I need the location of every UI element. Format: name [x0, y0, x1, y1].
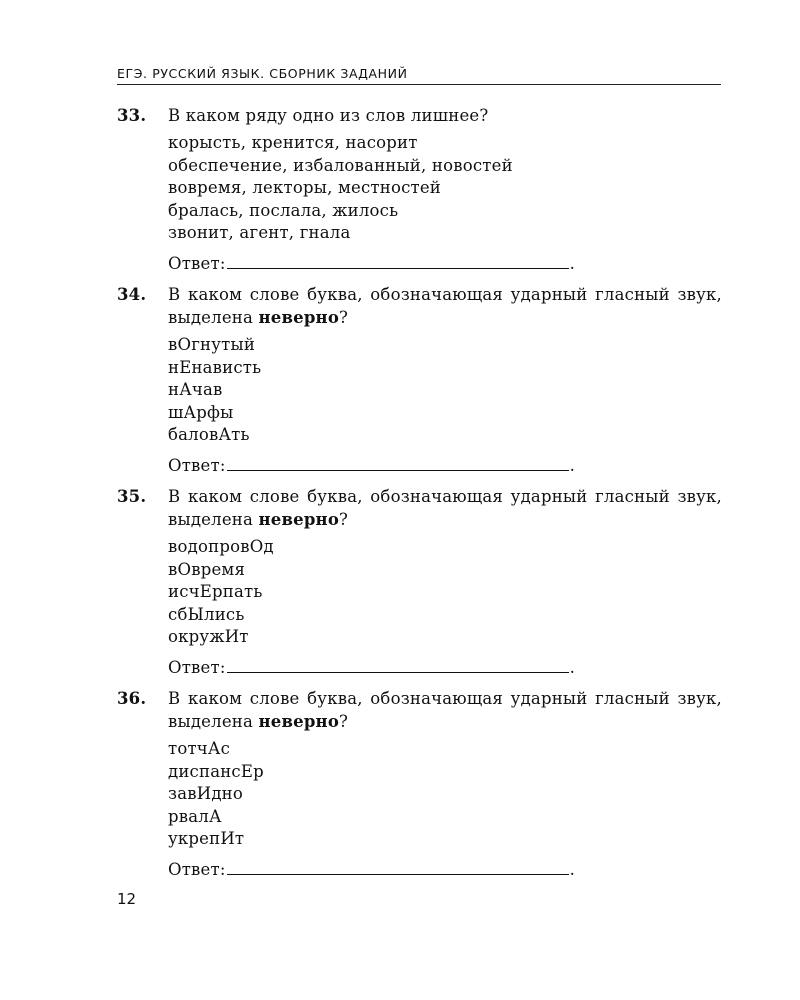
option-5: баловАть	[168, 425, 250, 445]
answer-row	[168, 455, 722, 477]
option-4: шАрфы	[168, 402, 234, 422]
option-5: окружИт	[168, 627, 249, 647]
answer-options	[168, 738, 722, 851]
question-text: В каком слове буква, обозначающая ударный гласный звук, выделена	[168, 284, 722, 327]
task-number: 33.	[117, 106, 147, 125]
running-header	[117, 66, 721, 85]
answer-options	[168, 536, 722, 649]
task-question	[168, 687, 722, 733]
task-question	[168, 104, 722, 127]
option-4: сбЫлись	[168, 604, 245, 624]
task-head	[117, 485, 722, 531]
page-number: 12	[117, 890, 137, 908]
tasks-list	[117, 104, 722, 889]
question-text: В каком ряду одно из слов лишнее?	[168, 106, 489, 125]
answer-label: Ответ:	[168, 455, 226, 475]
task-number: 35.	[117, 486, 147, 506]
option-1: тотчАс	[168, 738, 231, 758]
task-head	[117, 687, 722, 733]
answer-end: .	[569, 859, 576, 879]
answer-options	[168, 132, 722, 245]
option-3: исчЕрпать	[168, 582, 263, 602]
option-2: вОвремя	[168, 559, 246, 579]
question-emphasis: неверно	[258, 307, 340, 327]
answer-end: .	[569, 455, 576, 475]
question-emphasis: неверно	[258, 711, 340, 731]
question-text: В каком слове буква, обозначающая ударный гласный звук, выделена	[168, 486, 722, 529]
answer-blank[interactable]	[227, 860, 569, 875]
option-2: нЕнависть	[168, 357, 262, 377]
task-head	[117, 104, 722, 127]
option-4: рвалА	[168, 806, 222, 826]
question-emphasis: неверно	[258, 509, 340, 529]
answer-blank[interactable]	[227, 658, 569, 673]
task-question	[168, 283, 722, 329]
answer-row	[168, 253, 722, 275]
answer-label: Ответ:	[168, 657, 226, 677]
task-35	[117, 485, 722, 679]
task-number: 36.	[117, 688, 147, 708]
answer-label: Ответ:	[168, 253, 226, 273]
option-1: вОгнутый	[168, 334, 256, 354]
answer-options	[168, 334, 722, 447]
task-34	[117, 283, 722, 477]
option-5: звонит, агент, гнала	[168, 223, 351, 243]
task-question	[168, 485, 722, 531]
option-3: нАчав	[168, 380, 223, 400]
option-2: диспансЕр	[168, 761, 264, 781]
running-header-title: ЕГЭ. РУССКИЙ ЯЗЫК. СБОРНИК ЗАДАНИЙ	[117, 66, 408, 81]
option-4: бралась, послала, жилось	[168, 200, 399, 220]
question-text: В каком слове буква, обозначающая ударный гласный звук, выделена	[168, 688, 722, 731]
answer-end: .	[569, 657, 576, 677]
answer-label: Ответ:	[168, 859, 226, 879]
task-number: 34.	[117, 284, 147, 304]
option-2: обеспечение, избалованный, новостей	[168, 155, 513, 175]
task-33	[117, 104, 722, 275]
answer-blank[interactable]	[227, 456, 569, 471]
answer-end: .	[569, 253, 576, 273]
question-end: ?	[339, 307, 349, 327]
option-1: корысть, кренится, насорит	[168, 133, 418, 152]
option-5: укрепИт	[168, 829, 245, 849]
answer-blank[interactable]	[227, 254, 569, 269]
question-end: ?	[339, 711, 349, 731]
task-36	[117, 687, 722, 881]
option-3: вовремя, лекторы, местностей	[168, 178, 442, 198]
option-3: завИдно	[168, 784, 244, 804]
answer-row	[168, 859, 722, 881]
option-1: водопровОд	[168, 536, 274, 556]
task-head	[117, 283, 722, 329]
question-end: ?	[339, 509, 349, 529]
answer-row	[168, 657, 722, 679]
